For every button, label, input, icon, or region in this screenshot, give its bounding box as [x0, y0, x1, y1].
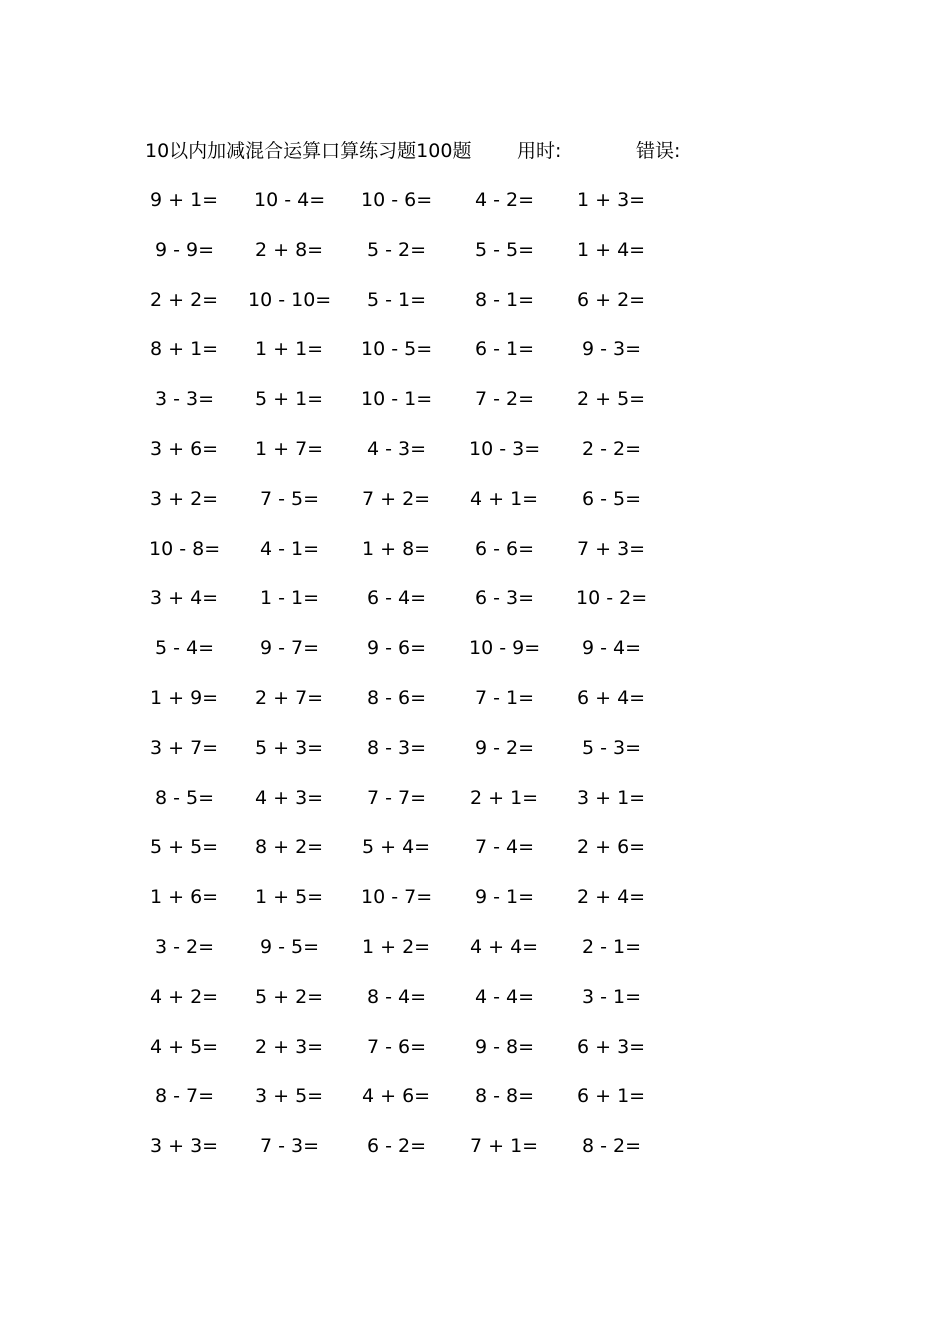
math-problem: 3 - 2=: [155, 936, 215, 958]
math-problem: 7 - 2=: [475, 388, 535, 411]
math-problem: 5 - 2=: [367, 238, 427, 261]
math-problem: 4 + 6=: [362, 1085, 431, 1108]
math-problem: 7 - 5=: [260, 487, 320, 510]
math-problem: 8 - 4=: [367, 985, 427, 1008]
math-problem: 6 - 1=: [475, 338, 535, 361]
math-problem: 5 - 1=: [367, 288, 427, 311]
math-problem: 4 - 4=: [475, 985, 535, 1008]
math-problem: 10 - 4=: [254, 189, 326, 211]
math-problem: 5 - 3=: [582, 736, 642, 759]
math-problem: 10 - 9=: [469, 637, 541, 660]
math-problem: 2 - 1=: [582, 936, 642, 958]
math-problem: 4 - 1=: [260, 537, 320, 560]
math-problem: 9 - 6=: [367, 637, 427, 660]
math-problem: 2 + 1=: [470, 786, 539, 809]
math-problem: 8 - 8=: [475, 1085, 535, 1108]
math-problem: 9 - 3=: [582, 338, 642, 361]
math-problem: 8 - 3=: [367, 736, 427, 759]
math-problem: 10 - 10=: [248, 288, 332, 311]
math-problem: 6 + 2=: [577, 288, 646, 311]
math-problem: 1 - 1=: [260, 587, 320, 610]
math-problem: 7 - 7=: [367, 786, 427, 809]
math-problem: 3 + 7=: [150, 736, 219, 759]
math-problem: 2 + 6=: [577, 836, 646, 859]
math-problem: 1 + 5=: [255, 886, 324, 909]
math-problem: 7 - 6=: [367, 1035, 427, 1058]
math-problem: 3 - 1=: [582, 985, 642, 1008]
math-problem: 8 + 1=: [150, 338, 219, 361]
math-problem: 4 + 2=: [150, 985, 219, 1008]
math-problem: 2 + 5=: [577, 388, 646, 411]
math-problem: 5 - 4=: [155, 637, 215, 660]
math-problem: 1 + 9=: [150, 687, 219, 709]
math-problem: 6 + 3=: [577, 1035, 646, 1058]
math-problem: 5 + 5=: [150, 836, 219, 859]
error-count-label: 错误:: [636, 140, 681, 162]
math-problem: 7 - 3=: [260, 1135, 320, 1158]
math-problem: 4 + 1=: [470, 487, 539, 510]
math-problem: 2 + 2=: [150, 288, 219, 311]
math-problem: 6 - 5=: [582, 487, 642, 510]
math-problem: 2 + 7=: [255, 687, 324, 709]
math-problem: 10 - 2=: [576, 587, 648, 610]
math-problem: 6 - 3=: [475, 587, 535, 610]
math-problem: 6 - 4=: [367, 587, 427, 610]
math-problem: 10 - 1=: [361, 388, 433, 411]
math-problem: 2 + 3=: [255, 1035, 324, 1058]
math-problem: 5 + 3=: [255, 736, 324, 759]
math-problem: 9 - 5=: [260, 936, 320, 958]
math-problem: 5 + 4=: [362, 836, 431, 859]
math-problem: 3 + 4=: [150, 587, 219, 610]
math-problem: 10 - 3=: [469, 438, 541, 460]
math-problem: 7 + 2=: [362, 487, 431, 510]
math-problem: 1 + 2=: [362, 936, 431, 958]
worksheet-title: 10以内加减混合运算口算练习题100题: [145, 140, 472, 162]
math-problem: 6 - 2=: [367, 1135, 427, 1158]
math-problem: 5 - 5=: [475, 238, 535, 261]
math-problem: 10 - 7=: [361, 886, 433, 909]
math-problem: 4 - 3=: [367, 438, 427, 460]
math-problem: 5 + 2=: [255, 985, 324, 1008]
math-problem: 1 + 3=: [577, 189, 646, 211]
math-problem: 3 + 3=: [150, 1135, 219, 1158]
math-problem: 9 + 1=: [150, 189, 219, 211]
math-problem: 9 - 2=: [475, 736, 535, 759]
math-problem: 10 - 8=: [149, 537, 221, 560]
math-problem: 1 + 7=: [255, 438, 324, 460]
math-problem: 5 + 1=: [255, 388, 324, 411]
math-problem: 8 - 7=: [155, 1085, 215, 1108]
math-problem: 8 + 2=: [255, 836, 324, 859]
math-problem: 3 + 2=: [150, 487, 219, 510]
math-problem: 7 - 4=: [475, 836, 535, 859]
math-problem: 2 - 2=: [582, 438, 642, 460]
math-problem: 8 - 5=: [155, 786, 215, 809]
math-problem: 9 - 1=: [475, 886, 535, 909]
math-problem: 2 + 4=: [577, 886, 646, 909]
math-problem: 6 + 1=: [577, 1085, 646, 1108]
math-problem: 8 - 2=: [582, 1135, 642, 1158]
math-problem: 3 - 3=: [155, 388, 215, 411]
time-used-label: 用时:: [517, 140, 562, 162]
math-problem: 8 - 6=: [367, 687, 427, 709]
math-problem: 10 - 5=: [361, 338, 433, 361]
math-problem: 4 + 3=: [255, 786, 324, 809]
math-problem: 1 + 6=: [150, 886, 219, 909]
math-problem: 3 + 1=: [577, 786, 646, 809]
math-problem: 2 + 8=: [255, 238, 324, 261]
math-problem: 9 - 4=: [582, 637, 642, 660]
math-problem: 9 - 8=: [475, 1035, 535, 1058]
math-problem: 1 + 8=: [362, 537, 431, 560]
math-problem: 1 + 1=: [255, 338, 324, 361]
math-problem: 4 - 2=: [475, 189, 535, 211]
math-problem: 7 - 1=: [475, 687, 535, 709]
math-problem: 10 - 6=: [361, 189, 433, 211]
math-problem: 7 + 1=: [470, 1135, 539, 1158]
math-problem: 4 + 5=: [150, 1035, 219, 1058]
math-problem: 4 + 4=: [470, 936, 539, 958]
math-problem: 3 + 5=: [255, 1085, 324, 1108]
math-problem: 3 + 6=: [150, 438, 219, 460]
math-problem: 6 + 4=: [577, 687, 646, 709]
math-problem: 1 + 4=: [577, 238, 646, 261]
math-problem: 7 + 3=: [577, 537, 646, 560]
math-problem: 9 - 9=: [155, 238, 215, 261]
math-problem: 8 - 1=: [475, 288, 535, 311]
math-problem: 9 - 7=: [260, 637, 320, 660]
math-problem: 6 - 6=: [475, 537, 535, 560]
